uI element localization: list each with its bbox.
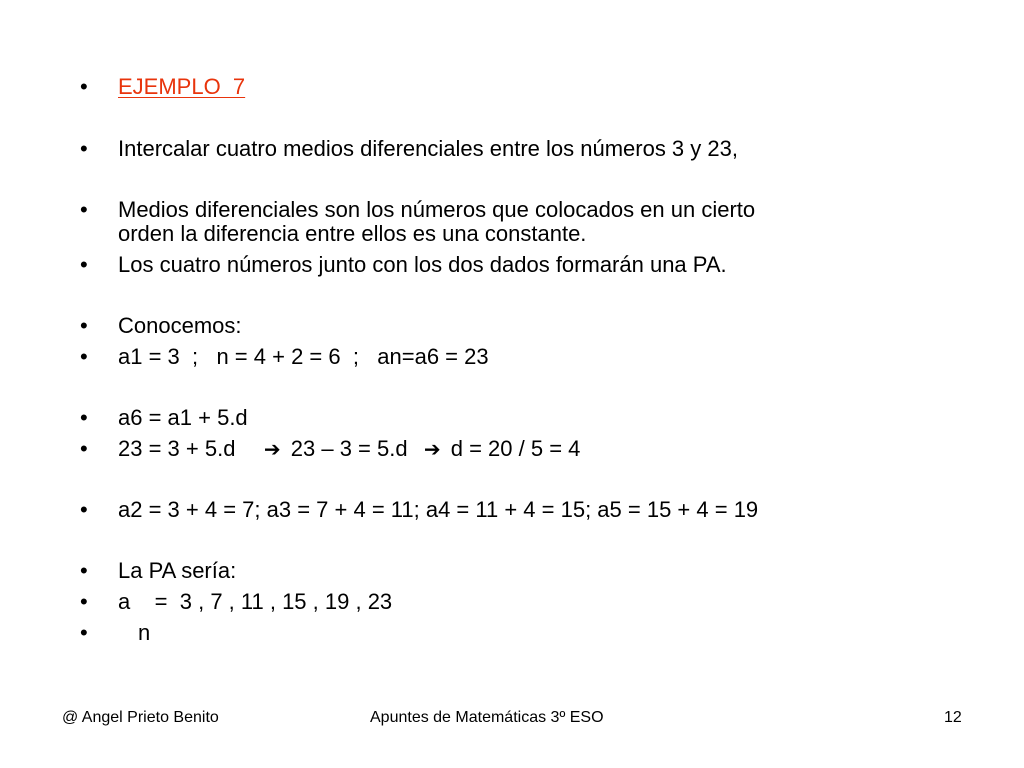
pa-seria-label: La PA sería: <box>118 558 237 583</box>
footer-course: Apuntes de Matemáticas 3º ESO <box>370 709 604 726</box>
sequence-values: a = 3 , 7 , 11 , 15 , 19 , 23 <box>118 589 393 614</box>
definition-line-1: Medios diferenciales son los números que colocados en un cierto <box>118 197 756 222</box>
bullet-dot: • <box>80 344 88 369</box>
terms-computation: a2 = 3 + 4 = 7; a3 = 7 + 4 = 11; a4 = 11 + 4 = 15; a5 = 15 + 4 = 19 <box>118 497 759 522</box>
bullet-dot: • <box>80 436 88 461</box>
equation-step-3: d = 20 / 5 = 4 <box>450 436 581 461</box>
bullet-dot: • <box>80 405 88 430</box>
equation-step-1: 23 = 3 + 5.d <box>118 436 236 461</box>
formula-a6: a6 = a1 + 5.d <box>118 405 248 430</box>
bullet-dot: • <box>80 313 88 338</box>
bullet-dot: • <box>80 620 88 645</box>
bullet-dot: • <box>80 197 88 222</box>
bullet-dot: • <box>80 558 88 583</box>
bullet-dot: • <box>80 136 88 161</box>
known-values: a1 = 3 ; n = 4 + 2 = 6 ; an=a6 = 23 <box>118 344 489 369</box>
footer-page-number: 12 <box>944 709 962 726</box>
bullet-dot: • <box>80 497 88 522</box>
footer-author: @ Angel Prieto Benito <box>62 709 219 726</box>
right-arrow-icon: ➔ <box>263 437 281 461</box>
bullet-dot: • <box>80 589 88 614</box>
conocemos-label: Conocemos: <box>118 313 242 338</box>
intro-text: Intercalar cuatro medios diferenciales entre los números 3 y 23, <box>118 136 738 161</box>
slide-title: EJEMPLO 7 <box>118 74 246 99</box>
right-arrow-icon: ➔ <box>423 437 441 461</box>
subscript-n: n <box>138 620 151 645</box>
definition-line-2: orden la diferencia entre ellos es una constante. <box>118 221 587 246</box>
bullet-dot: • <box>80 74 88 99</box>
bullet-dot: • <box>80 252 88 277</box>
pa-statement: Los cuatro números junto con los dos dados formarán una PA. <box>118 252 727 277</box>
solve-d-line <box>118 436 580 462</box>
equation-step-2: 23 – 3 = 5.d <box>290 436 408 461</box>
